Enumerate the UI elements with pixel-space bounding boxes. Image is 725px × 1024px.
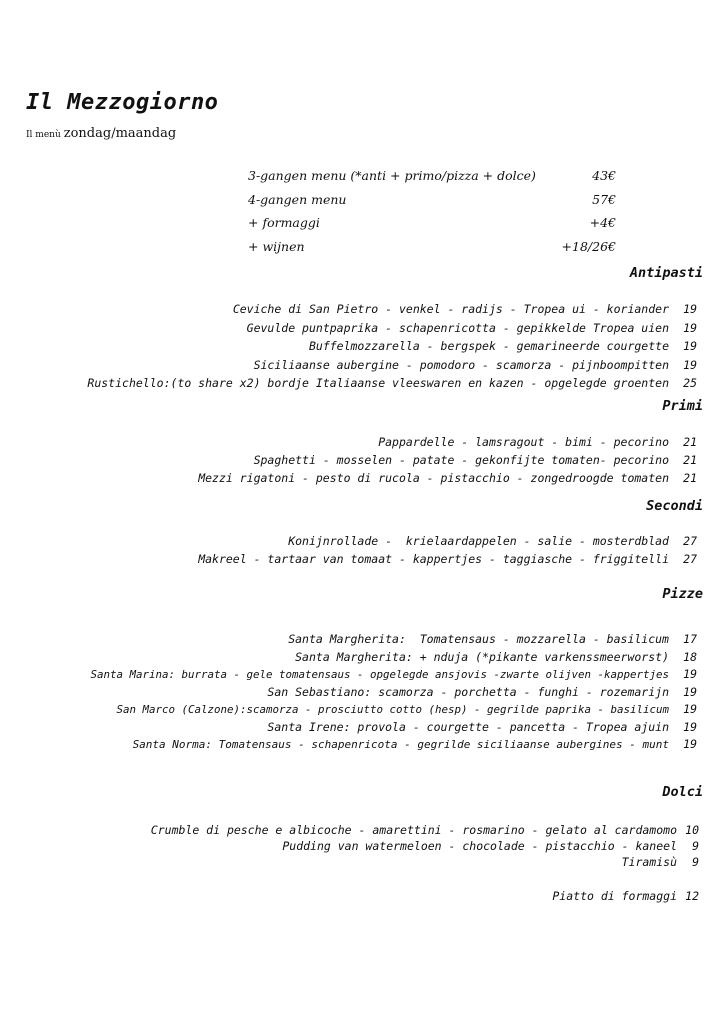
menu-item-price: 19 [683,719,697,734]
antipasti-list [87,300,697,393]
set-menu-label: + formaggi [248,215,320,230]
primi-list [198,433,697,487]
menu-item-name: Pappardelle - lamsragout - bimi - pecorino [378,435,669,449]
cheese-platter [552,889,699,903]
dolci-list [151,822,699,870]
menu-item-price: 19 [683,702,697,716]
menu-item-price: 27 [683,534,697,548]
menu-item-price: 10 [685,823,699,837]
menu-item-price: 19 [683,357,697,372]
section-title-dolci: Dolci [662,784,703,800]
menu-item-name: Mezzi rigatoni - pesto di rucola - pistacchio - zongedroogde tomaten [198,471,669,485]
menu-item-price: 21 [683,435,697,449]
menu-item-price: 19 [683,667,697,681]
menu-item-name: Crumble di pesche e albicoche - amarettini - rosmarino - gelato al cardamomo [150,823,677,837]
menu-item-price: 19 [683,339,697,353]
menu-item [198,451,697,469]
menu-item [90,736,697,754]
pizze-list [90,631,697,754]
menu-item [552,889,699,903]
menu-item-name: Pudding van watermeloen - chocolade - pistacchio - kaneel [282,839,677,853]
menu-item-price: 9 [692,855,699,869]
menu-item-name: Ceviche di San Pietro - venkel - radijs - Tropea ui - koriander [232,302,669,316]
set-menu-price: 57€ [592,191,616,207]
menu-item [198,532,697,550]
menu-item [87,300,697,319]
menu-item-name: Tiramisù [621,855,677,869]
menu-item-price: 25 [683,376,697,390]
set-menu-row [248,211,616,235]
set-menu-row [248,188,616,212]
menu-item-name: Santa Irene: provola - courgette - pancetta - Tropea ajuin [267,719,669,734]
menu-item [90,701,697,719]
menu-item-name: Santa Margherita: Tomatensaus - mozzarella - basilicum [288,632,669,646]
set-menu [248,164,616,258]
restaurant-title: Il Mezzogiorno [26,90,219,115]
menu-item-price: 21 [683,453,697,467]
menu-item-price: 21 [683,471,697,485]
set-menu-label: 4-gangen menu [248,191,347,207]
menu-item-name: Makreel - tartaar van tomaat - kappertjes - taggiasche - friggitelli [198,552,669,566]
menu-item-price: 9 [692,839,699,853]
section-title-antipasti: Antipasti [629,265,703,281]
menu-item [151,822,699,838]
menu-item-name: San Marco (Calzone):scamorza - prosciutto cotto (hesp) - gegrilde paprika - basilicum [116,703,669,716]
section-title-secondi: Secondi [646,498,703,514]
section-title-primi: Primi [662,398,703,414]
menu-item [90,631,697,649]
menu-item [198,433,697,451]
set-menu-price: 43€ [592,168,616,183]
menu-item-price: 19 [683,320,697,335]
menu-item [90,719,697,737]
menu-item [90,684,697,702]
menu-item [198,550,697,568]
menu-item [87,337,697,356]
menu-item-name: Santa Marina: burrata - gele tomatensaus - opgelegde ansjovis -zwarte olijven -kappertjes [90,668,669,681]
set-menu-price: +18/26€ [561,238,616,254]
menu-item [198,469,697,487]
menu-subtitle [26,126,176,141]
menu-item-name: Piatto di formaggi [552,889,677,903]
menu-item-name: Santa Norma: Tomatensaus - schapenricota - gegrilde siciliaanse aubergines - munt [132,738,669,751]
menu-item [87,356,697,375]
menu-item-price: 27 [683,552,697,566]
menu-item-name: Santa Margherita: + nduja (*pikante varkenssmeerworst) [295,649,669,664]
menu-item-price: 17 [683,632,697,646]
menu-item [87,374,697,393]
menu-item [87,319,697,338]
menu-item-name: Rustichello:(to share x2) bordje Italiaanse vleeswaren en kazen - opgelegde groenten [87,376,669,390]
menu-subtitle-small: Il menù [26,130,61,140]
menu-item-name: Konijnrollade - krielaardappelen - salie - mosterdblad [288,534,669,548]
menu-item-price: 18 [683,649,697,664]
set-menu-row [248,164,616,188]
menu-item-price: 19 [683,302,697,316]
set-menu-price: +4€ [589,215,616,230]
menu-item-name: Spaghetti - mosselen - patate - gekonfijte tomaten- pecorino [253,453,669,467]
menu-subtitle-days: zondag/maandag [63,126,177,141]
menu-item-name: San Sebastiano: scamorza - porchetta - funghi - rozemarijn [267,684,669,699]
menu-item-price: 19 [683,737,697,751]
menu-item-name: Siciliaanse aubergine - pomodoro - scamorza - pijnboompitten [253,357,669,372]
menu-item [90,666,697,684]
menu-item [90,649,697,667]
menu-item [151,838,699,854]
set-menu-label: 3-gangen menu (*anti + primo/pizza + dolce) [248,168,536,183]
set-menu-label: + wijnen [248,238,305,254]
section-title-pizze: Pizze [662,586,703,602]
menu-item [151,854,699,870]
menu-item-name: Buffelmozzarella - bergspek - gemarineerde courgette [308,339,669,353]
set-menu-row [248,235,616,259]
secondi-list [198,532,697,568]
menu-item-price: 19 [683,684,697,699]
menu-item-name: Gevulde puntpaprika - schapenricotta - gepikkelde Tropea uien [246,320,669,335]
menu-item-price: 12 [685,889,699,903]
